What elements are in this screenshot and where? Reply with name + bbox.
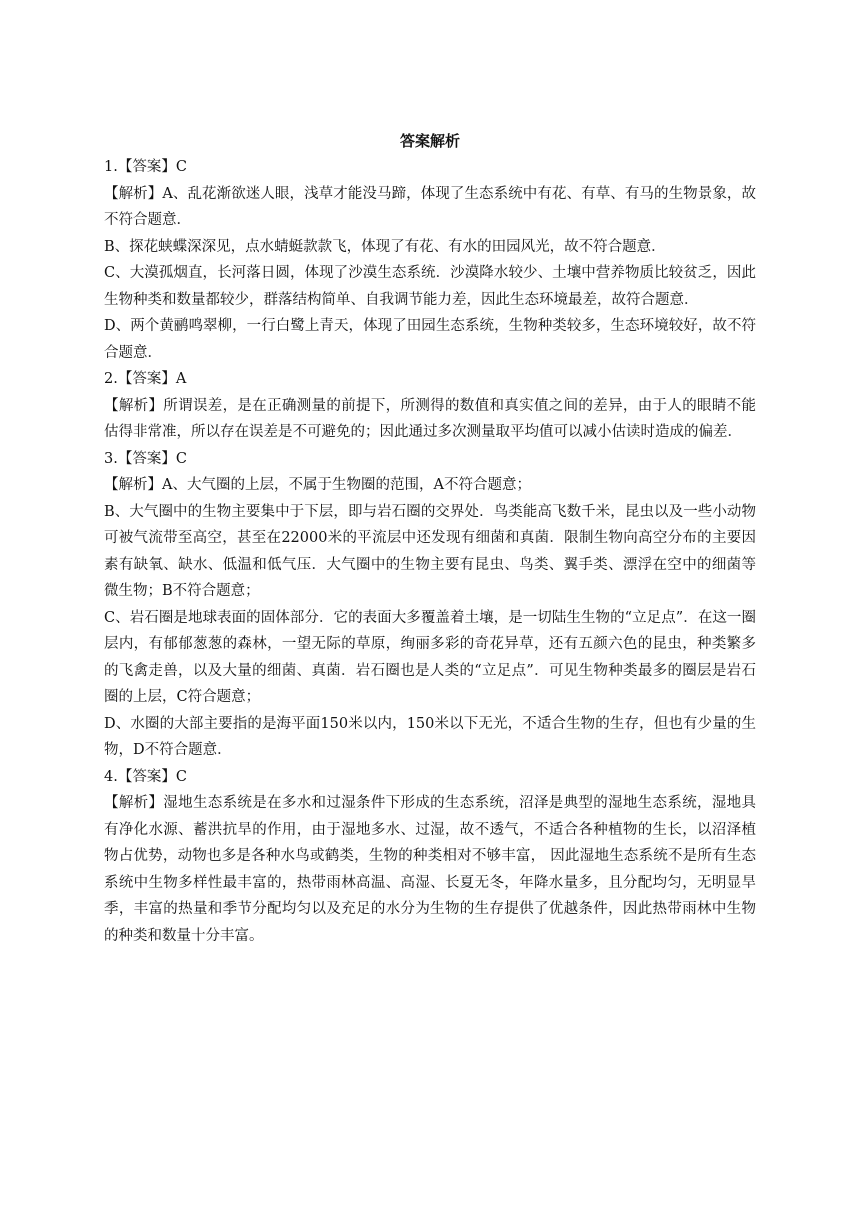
answer-2: 2.【答案】A (104, 371, 187, 387)
answer-3: 3.【答案】C (104, 450, 187, 467)
answer-sheet (104, 128, 756, 949)
analysis-3-c: C、岩石圈是地球表面的固体部分．它的表面大多覆盖着土壤，是一切陆生生物的“立足点”．在这一圈层内，有郁郁葱葱的森林，一望无际的草原，绚丽多彩的奇花异草，还有五颜六色的昆虫，种类繁多的飞禽走兽，以及大量的细菌、真菌．岩石圈也是人类的“立足点”．可见生物种类最多的圈层是岩石圈的上层，C符合题意； (104, 609, 756, 705)
analysis-1-c: C、大漠孤烟直，长河落日圆，体现了沙漠生态系统．沙漠降水较少、土壤中营养物质比较贫乏，因此生物种类和数量都较少，群落结构简单、自我调节能力差，因此生态环境最差，故符合题意． (104, 265, 756, 308)
answer-1: 1.【答案】C (104, 159, 187, 175)
analysis-2: 【解析】所谓误差，是在正确测量的前提下，所测得的数值和真实值之间的差异，由于人的眼睛不能估得非常准，所以存在误差是不可避免的；因此通过多次测量取平均值可以减小估读时造成的偏差． (104, 397, 756, 440)
analysis-3-d: D、水圈的大部主要指的是海平面150米以内，150米以下无光，不适合生物的生存，但也有少量的生物，D不符合题意． (104, 715, 756, 758)
analysis-1-a: 【解析】A、乱花渐欲迷人眼，浅草才能没马蹄，体现了生态系统中有花、有草、有马的生物景象，故不符合题意． (104, 185, 756, 228)
analysis-1-d: D、两个黄鹂鸣翠柳，一行白鹭上青天，体现了田园生态系统，生物种类较多，生态环境较好，故不符合题意． (104, 318, 756, 361)
analysis-3-b: B、大气圈中的生物主要集中于下层，即与岩石圈的交界处．鸟类能高飞数千米，昆虫以及一些小动物可被气流带至高空，甚至在22000米的平流层中还发现有细菌和真菌．限制生物向高空分布的主要因素有缺氧、缺水、低温和低气压．大气圈中的生物主要有昆虫、鸟类、翼手类、漂浮在空中的细菌等微生物；B不符合题意； (104, 503, 756, 599)
answer-4: 4.【答案】C (104, 768, 187, 785)
analysis-4: 【解析】湿地生态系统是在多水和过湿条件下形成的生态系统，沼泽是典型的湿地生态系统，湿地具有净化水源、蓄洪抗旱的作用，由于湿地多水、过湿，故不透气，不适合各种植物的生长，以沼泽植物占优势，动物也多是各种水鸟或鹤类，生物的种类相对不够丰富， 因此湿地生态系统不是所有生态系统中生物多样性最丰富的，热带雨林高温、高湿、长夏无冬，年降水量多，且分配均匀，无明显旱季，丰富的热量和季节分配均匀以及充足的水分为生物的生存提供了优越条件，因此热带雨林中生物的种类和数量十分丰富。 (104, 795, 756, 944)
analysis-3-a: 【解析】A、大气圈的上层，不属于生物圈的范围，A不符合题意； (104, 477, 531, 493)
page-title: 答案解析 (399, 132, 460, 150)
analysis-1-b: B、探花蛱蝶深深见，点水蜻蜓款款飞，体现了有花、有水的田园风光，故不符合题意． (104, 238, 666, 255)
